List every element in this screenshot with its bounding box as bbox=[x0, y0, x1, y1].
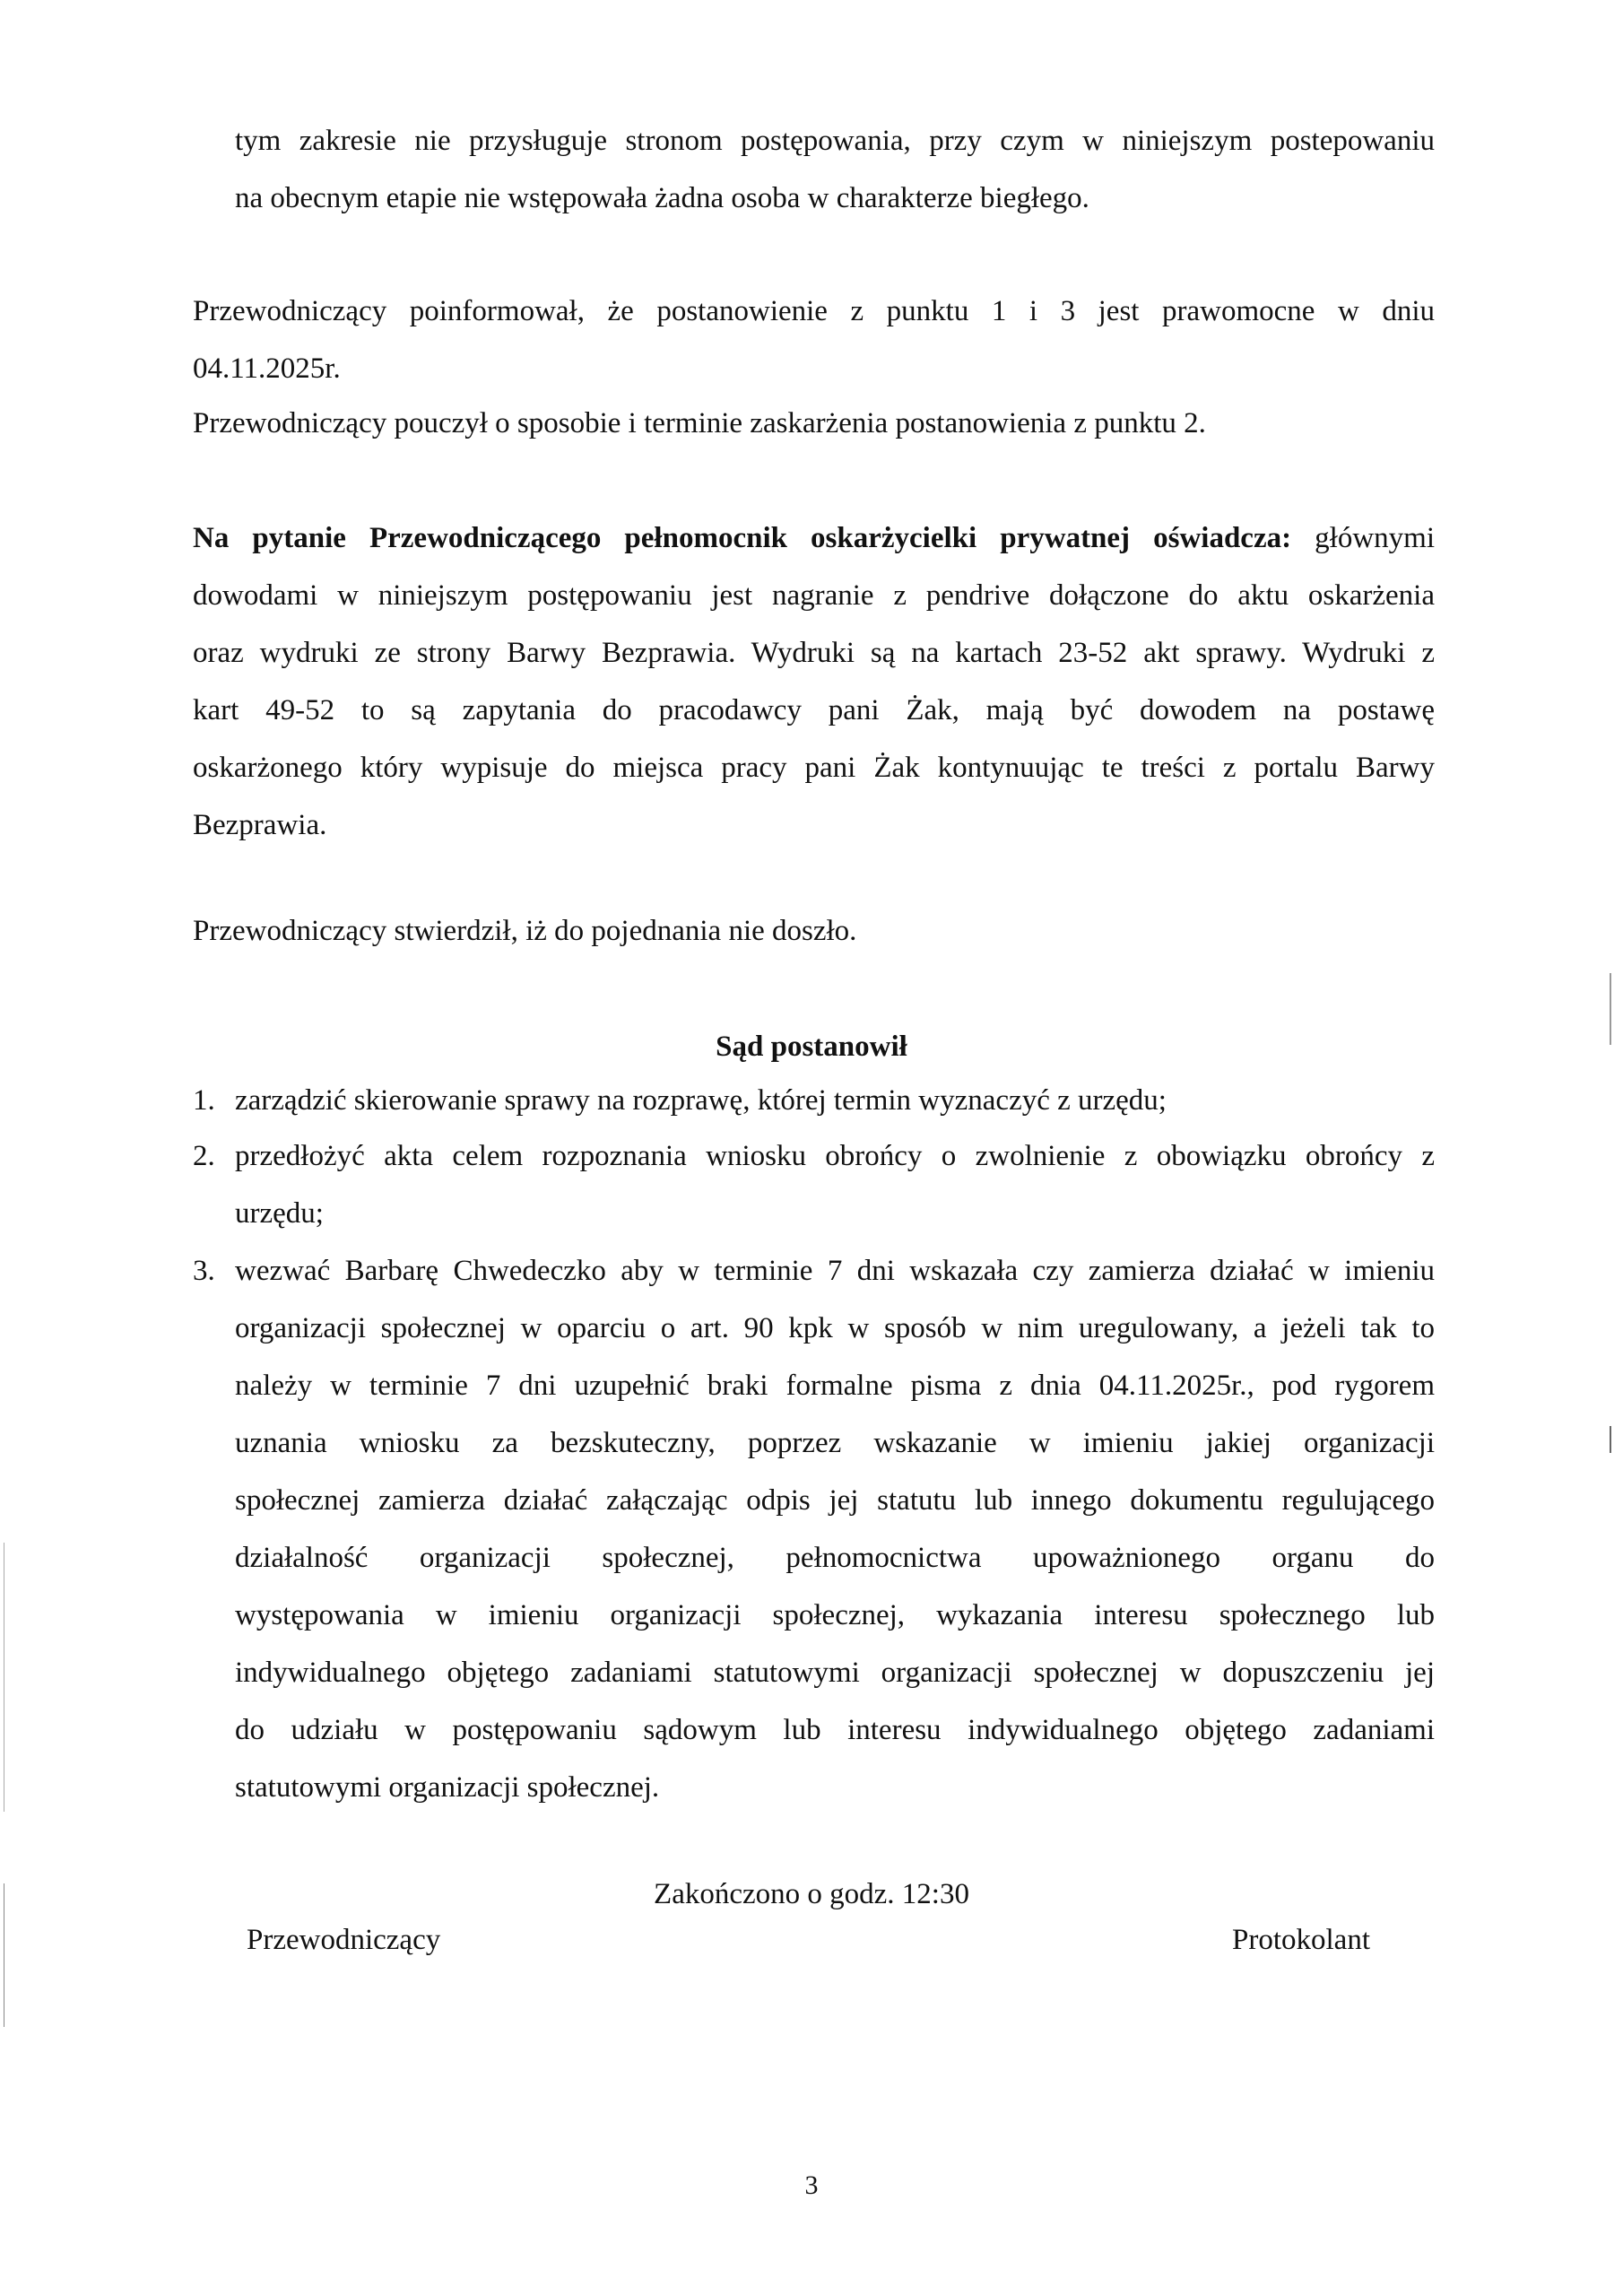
text-line: organizacji społecznej w oparciu o art. 90 kpk w sposób w nim uregulowany, a jeżeli tak to bbox=[235, 1312, 1435, 1344]
paragraph-appeal-instruction bbox=[193, 395, 1435, 452]
text-line: tym zakresie nie przysługuje stronom postępowania, przy czym w niniejszym postepowaniu bbox=[235, 125, 1435, 157]
scan-edge-mark bbox=[1610, 973, 1611, 1045]
text-line: społecznej zamierza działać załączając odpis jej statutu lub innego dokumentu regulującego bbox=[235, 1484, 1435, 1517]
text-line: występowania w imieniu organizacji społecznej, wykazania interesu społecznego lub bbox=[235, 1599, 1435, 1631]
text-line: zarządzić skierowanie sprawy na rozprawę, której termin wyznaczyć z urzędu; bbox=[235, 1084, 1167, 1117]
text-line: działalność organizacji społecznej, pełnomocnictwa upoważnionego organu do bbox=[235, 1542, 1435, 1574]
text-line: wezwać Barbarę Chwedeczko aby w terminie 7 dni wskazała czy zamierza działać w imieniu bbox=[235, 1255, 1435, 1287]
text-line: na obecnym etapie nie wstępowała żadna osoba w charakterze biegłego. bbox=[235, 182, 1089, 214]
text-line: urzędu; bbox=[235, 1197, 324, 1230]
text-line: 04.11.2025r. bbox=[193, 352, 341, 385]
signature-clerk: Protokolant bbox=[1232, 1924, 1370, 1956]
signature-presiding-judge: Przewodniczący bbox=[247, 1924, 441, 1956]
paragraph-attorney-statement bbox=[193, 509, 1435, 854]
list-number: 3. bbox=[193, 1255, 215, 1287]
text-line: oraz wydruki ze strony Barwy Bezprawia. Wydruki są na kartach 23-52 akt sprawy. Wydruki z bbox=[193, 637, 1435, 669]
text-line: kart 49-52 to są zapytania do pracodawcy pani Żak, mają być dowodem na postawę bbox=[193, 694, 1435, 726]
list-number: 2. bbox=[193, 1140, 215, 1172]
bold-lead: Na pytanie Przewodniczącego pełnomocnik oskarżycielki prywatnej oświadcza: bbox=[193, 522, 1292, 554]
page-number: 3 bbox=[804, 2170, 819, 2200]
text-line bbox=[193, 509, 1435, 567]
text-line: Przewodniczący pouczył o sposobie i terminie zaskarżenia postanowienia z punktu 2. bbox=[193, 407, 1206, 439]
text-line: przedłożyć akta celem rozpoznania wniosku obrońcy o zwolnienie z obowiązku obrońcy z bbox=[235, 1140, 1435, 1172]
text-line: oskarżonego który wypisuje do miejsca pracy pani Żak kontynuując te treści z portalu Barwy bbox=[193, 752, 1435, 784]
paragraph-reconciliation bbox=[193, 902, 1435, 960]
text-line: należy w terminie 7 dni uzupełnić braki formalne pisma z dnia 04.11.2025r., pod rygorem bbox=[235, 1370, 1435, 1402]
text-line: Bezprawia. bbox=[193, 809, 327, 841]
text-line: uznania wniosku za bezskuteczny, poprzez wskazanie w imieniu jakiej organizacji bbox=[235, 1427, 1435, 1459]
paragraph-continuation bbox=[235, 112, 1435, 227]
text-line: Przewodniczący poinformował, że postanowienie z punktu 1 i 3 jest prawomocne w dniu bbox=[193, 295, 1435, 327]
text-fragment: głównymi bbox=[1291, 522, 1435, 554]
paragraph-finality-info bbox=[193, 283, 1435, 397]
decision-heading: Sąd postanowił bbox=[716, 1031, 907, 1063]
text-line: indywidualnego objętego zadaniami statutowymi organizacji społecznej w dopuszczeniu jej bbox=[235, 1657, 1435, 1689]
text-line: Przewodniczący stwierdził, iż do pojednania nie doszło. bbox=[193, 915, 857, 947]
list-number: 1. bbox=[193, 1084, 215, 1117]
closing-time: Zakończono o godz. 12:30 bbox=[654, 1878, 969, 1910]
scan-edge-mark bbox=[1610, 1426, 1611, 1453]
text-line: do udziału w postępowaniu sądowym lub interesu indywidualnego objętego zadaniami bbox=[235, 1714, 1435, 1746]
text-line: statutowymi organizacji społecznej. bbox=[235, 1771, 660, 1804]
text-line: dowodami w niniejszym postępowaniu jest nagranie z pendrive dołączone do aktu oskarżenia bbox=[193, 579, 1435, 612]
